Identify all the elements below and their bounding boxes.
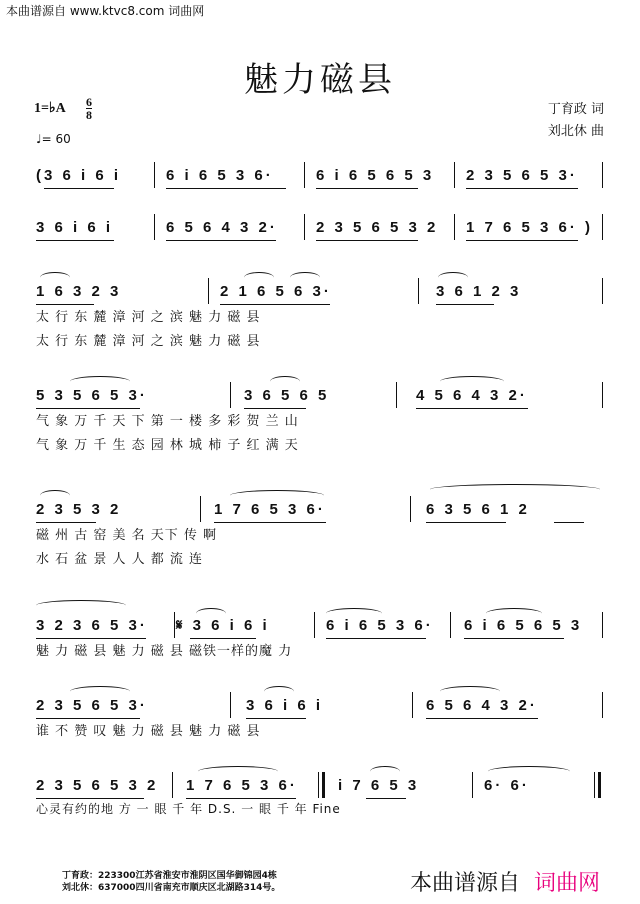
measure: 6· 6·: [484, 777, 530, 794]
barline: [154, 214, 155, 240]
barline: [602, 162, 603, 188]
beam: [466, 240, 578, 241]
brand-left: 本曲谱源自: [409, 871, 520, 896]
measure: 2 3 5 6 5 3·: [36, 697, 148, 714]
staff-line: [36, 694, 604, 718]
beam: [426, 522, 506, 523]
staff-line: [36, 280, 604, 304]
measure: 1 7 6 5 3 6·: [186, 777, 298, 794]
measure: 1 7 6 5 3 6· ): [466, 219, 594, 236]
beam: [554, 522, 584, 523]
measure: 6 5 6 4 3 2·: [426, 697, 538, 714]
measure: 2 3 5 6 5 3 2: [316, 219, 439, 236]
staff-line: [36, 216, 604, 240]
measure: 3 6 5 6 5: [244, 387, 330, 404]
barline: [472, 772, 473, 798]
barline: [602, 278, 603, 304]
measure: 6 3 5 6 1 2: [426, 501, 530, 518]
barline: [200, 496, 201, 522]
beam: [186, 798, 296, 799]
tempo-mark: ♩= 60: [36, 132, 71, 146]
measure: 2 3 5 6 5 3·: [466, 167, 578, 184]
measure: (3 6 i 6 i: [36, 167, 122, 184]
repeat-barline: [322, 772, 325, 798]
staff-line: [36, 614, 604, 638]
barline: [594, 772, 595, 798]
staff-line: [36, 164, 604, 188]
beam: [166, 240, 276, 241]
slur: [430, 484, 600, 495]
beam: [36, 304, 94, 305]
slur: [36, 600, 126, 611]
lyricist-credit: 丁育政 词: [547, 102, 604, 117]
measure: 5 3 5 6 5 3·: [36, 387, 148, 404]
beam: [436, 304, 494, 305]
measure: 3 2 3 6 5 3·: [36, 617, 148, 634]
beam: [466, 188, 578, 189]
time-denominator: 8: [86, 108, 92, 122]
measure: 6 i 6 5 3 6·: [166, 167, 274, 184]
barline: [454, 162, 455, 188]
measure: i 7 6 5 3: [338, 777, 420, 794]
barline: [304, 162, 305, 188]
beam: [190, 638, 256, 639]
barline: [602, 612, 603, 638]
time-signature: [86, 96, 92, 121]
beam: [36, 522, 96, 523]
beam: [244, 408, 306, 409]
beam: [36, 240, 114, 241]
composer-credit: 刘北休 曲: [547, 124, 604, 139]
contact-composer: 刘北休：637000四川省南充市顺庆区北湖路314号。: [62, 883, 281, 893]
lyrics-verse-1: 心灵有约的地 方 一 眼 千 年 D.S. 一 眼 千 年 Fine: [36, 802, 341, 816]
measure: 𝄋 3 6 i 6 i: [176, 617, 270, 634]
song-title: 魅力磁县: [244, 60, 396, 100]
barline: [154, 162, 155, 188]
beam: [36, 718, 140, 719]
measure: 3 6 1 2 3: [436, 283, 522, 300]
lyrics-verse-1: 气 象 万 千 天 下 第 一 楼 多 彩 贺 兰 山: [36, 414, 299, 429]
beam: [166, 188, 286, 189]
beam: [44, 188, 114, 189]
beam: [416, 408, 528, 409]
beam: [220, 304, 330, 305]
barline: [602, 382, 603, 408]
barline: [172, 772, 173, 798]
staff-line: [36, 384, 604, 408]
time-numerator: 6: [86, 95, 92, 109]
beam: [426, 718, 538, 719]
contact-lyricist: 丁育政：223300江苏省淮安市淮阴区国华御锦园4栋: [62, 871, 277, 881]
key-signature: 1=♭A: [34, 101, 66, 116]
barline: [208, 278, 209, 304]
barline: [304, 214, 305, 240]
barline: [314, 612, 315, 638]
measure: 6 i 6 5 6 5 3: [464, 617, 583, 634]
barline: [602, 692, 603, 718]
beam: [366, 798, 406, 799]
beam: [464, 638, 564, 639]
measure: 1 7 6 5 3 6·: [214, 501, 326, 518]
lyrics-verse-2: 太 行 东 麓 漳 河 之 滨 魅 力 磁 县: [36, 334, 261, 349]
measure: 6 i 6 5 6 5 3: [316, 167, 435, 184]
measure: 4 5 6 4 3 2·: [416, 387, 528, 404]
lyrics-verse-2: 水 石 盆 景 人 人 都 流 连: [36, 552, 204, 567]
barline: [318, 772, 319, 798]
site-header: 本曲谱源自 www.ktvc8.com 词曲网: [6, 4, 205, 18]
barline: [230, 382, 231, 408]
beam: [214, 522, 326, 523]
barline: [454, 214, 455, 240]
staff-line: [36, 498, 604, 522]
measure: 2 1 6 5 6 3·: [220, 283, 332, 300]
lyrics-verse-1: 谁 不 赞 叹 魅 力 磁 县 魅 力 磁 县: [36, 724, 261, 739]
measure: 6 5 6 4 3 2·: [166, 219, 278, 236]
barline: [396, 382, 397, 408]
beam: [36, 638, 146, 639]
measure: 3 6 i 6 i: [36, 219, 114, 236]
barline: [602, 214, 603, 240]
beam: [316, 240, 418, 241]
brand-watermark: [410, 866, 600, 897]
barline: [412, 692, 413, 718]
lyrics-verse-1: 太 行 东 麓 漳 河 之 滨 魅 力 磁 县: [36, 310, 261, 325]
measure: 1 6 3 2 3: [36, 283, 122, 300]
measure: 6 i 6 5 3 6·: [326, 617, 434, 634]
brand-right: 词曲网: [533, 871, 600, 896]
lyrics-verse-2: 气 象 万 千 生 态 园 林 城 柿 子 红 满 天: [36, 438, 299, 453]
barline: [450, 612, 451, 638]
measure: 3 6 i 6 i: [246, 697, 324, 714]
beam: [36, 408, 140, 409]
beam: [36, 798, 144, 799]
beam: [246, 718, 306, 719]
measure: 2 3 5 6 5 3 2: [36, 777, 159, 794]
final-barline: [598, 772, 601, 798]
barline: [410, 496, 411, 522]
barline: [230, 692, 231, 718]
staff-line: [36, 774, 604, 798]
beam: [326, 638, 426, 639]
measure: 2 3 5 3 2: [36, 501, 122, 518]
lyrics-verse-1: 磁 州 古 窑 美 名 天下 传 啊: [36, 528, 218, 543]
barline: [174, 612, 175, 638]
barline: [418, 278, 419, 304]
lyrics-verse-1: 魅 力 磁 县 魅 力 磁 县 磁铁一样的魔 力: [36, 644, 293, 659]
beam: [316, 188, 418, 189]
